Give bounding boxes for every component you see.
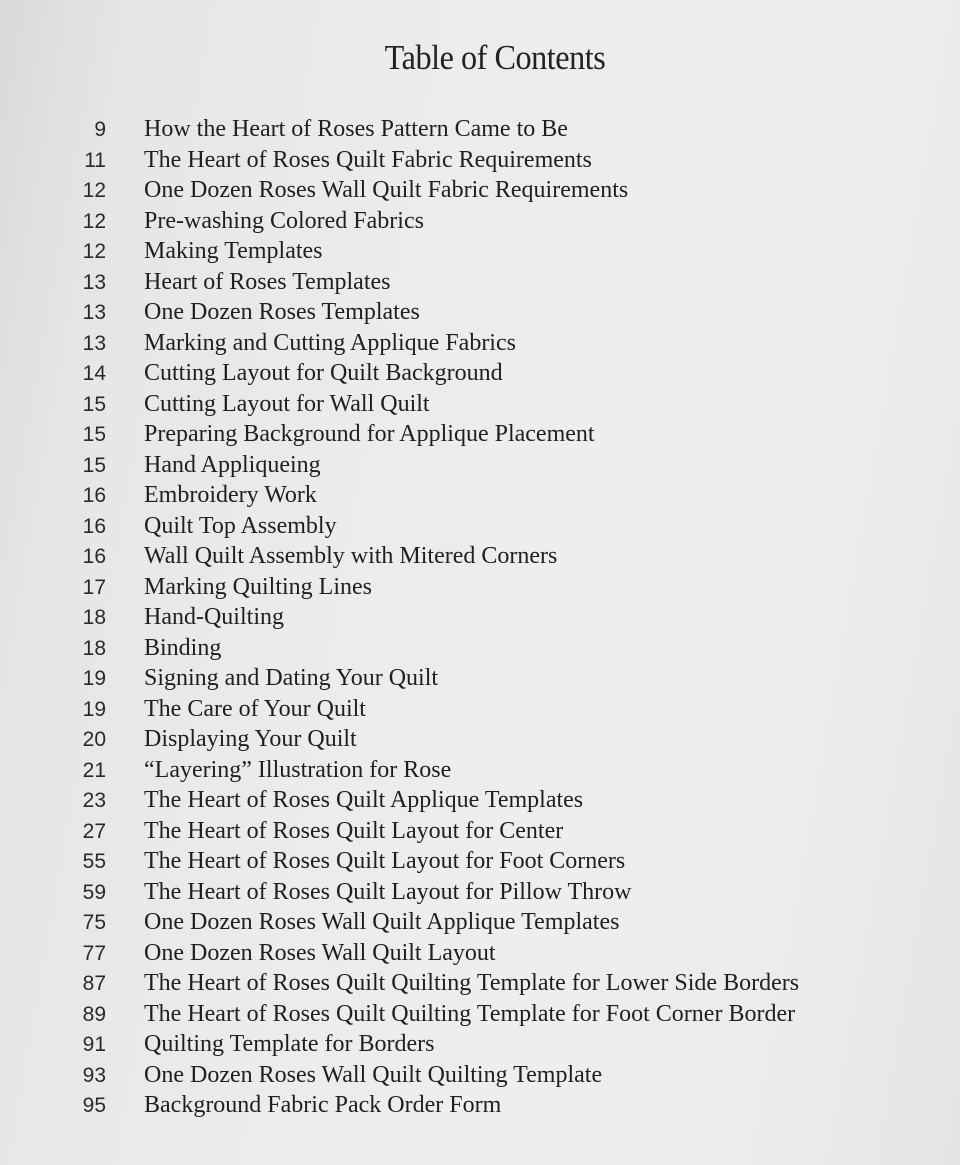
toc-page-number: 23 xyxy=(82,789,106,812)
toc-page-number: 13 xyxy=(82,331,106,355)
toc-entry-title: One Dozen Roses Wall Quilt Layout xyxy=(144,939,496,966)
toc-entry-title: Marking and Cutting Applique Fabrics xyxy=(144,329,516,356)
toc-page-number: 16 xyxy=(82,484,106,507)
toc-entry xyxy=(72,604,932,635)
toc-entry-title: Quilting Template for Borders xyxy=(144,1031,435,1057)
toc-entry-title: Wall Quilt Assembly with Mitered Corners xyxy=(144,543,558,569)
toc-entry xyxy=(72,848,932,879)
toc-entry xyxy=(72,452,932,483)
toc-page-number: 15 xyxy=(82,423,106,446)
toc-entry xyxy=(72,787,932,818)
toc-entry xyxy=(72,818,932,849)
toc-page-number: 91 xyxy=(82,1033,106,1056)
toc-entry-title: The Heart of Roses Quilt Quilting Template for Lower Side Borders xyxy=(144,970,800,996)
toc-entry-title: Cutting Layout for Quilt Background xyxy=(144,360,503,386)
toc-page-number: 19 xyxy=(82,667,106,690)
toc-entry-title: Quilt Top Assembly xyxy=(144,512,337,539)
toc-entry-title: Signing and Dating Your Quilt xyxy=(144,665,439,691)
toc-entry-title: The Heart of Roses Quilt Quilting Template for Foot Corner Border xyxy=(144,1000,796,1027)
toc-entry-title: Binding xyxy=(144,634,222,661)
toc-entry xyxy=(72,238,932,269)
toc-entry xyxy=(72,543,932,574)
toc-entry-title: Marking Quilting Lines xyxy=(144,573,372,600)
toc-entry-title: Cutting Layout for Wall Quilt xyxy=(144,390,430,417)
toc-entry xyxy=(72,1092,932,1123)
toc-entry-title: One Dozen Roses Wall Quilt Applique Templates xyxy=(144,909,620,935)
toc-entry-title: The Heart of Roses Quilt Layout for Center xyxy=(144,817,564,844)
toc-entry xyxy=(72,421,932,452)
toc-entry xyxy=(72,208,932,239)
toc-entry-title: How the Heart of Roses Pattern Came to Be xyxy=(144,116,568,142)
toc-entry xyxy=(72,757,932,788)
toc-entry-title: The Heart of Roses Quilt Layout for Foot Corners xyxy=(144,848,626,874)
toc-page-number: 16 xyxy=(82,514,106,538)
toc-page-number: 12 xyxy=(82,240,106,263)
toc-entry xyxy=(72,116,932,147)
toc-entry xyxy=(72,970,932,1001)
toc-entry xyxy=(72,696,932,727)
toc-page-number: 15 xyxy=(82,392,106,416)
toc-entry-title: “Layering” Illustration for Rose xyxy=(144,756,452,783)
toc-page-number: 13 xyxy=(82,270,106,294)
toc-page-number: 95 xyxy=(82,1094,106,1117)
toc-entry-title: Displaying Your Quilt xyxy=(144,726,357,752)
toc-page-number: 18 xyxy=(82,606,106,629)
toc-entry xyxy=(72,482,932,513)
toc-page-number: 77 xyxy=(82,941,106,965)
toc-page-number: 9 xyxy=(94,118,106,141)
toc-page-number: 11 xyxy=(84,148,106,172)
toc-page-number: 15 xyxy=(82,453,106,477)
toc-entry-title: Heart of Roses Templates xyxy=(144,268,391,295)
toc-entry-title: One Dozen Roses Wall Quilt Fabric Requirements xyxy=(144,177,629,203)
toc-page-number: 93 xyxy=(82,1063,106,1087)
toc-entry xyxy=(72,665,932,696)
toc-entry-title: Embroidery Work xyxy=(144,482,317,508)
toc-page-number: 75 xyxy=(82,911,106,934)
toc-page-number: 16 xyxy=(82,545,106,568)
toc-entry xyxy=(72,574,932,605)
toc-entry xyxy=(72,330,932,361)
toc-entry-title: Hand Appliqueing xyxy=(144,451,321,478)
toc-entry-title: The Heart of Roses Quilt Layout for Pillow Throw xyxy=(144,878,632,905)
toc-entry xyxy=(72,269,932,300)
toc-page-number: 12 xyxy=(82,179,106,202)
toc-page-number: 20 xyxy=(82,728,106,751)
toc-page-number: 12 xyxy=(82,209,106,233)
toc-entry xyxy=(72,1001,932,1032)
toc-entry xyxy=(72,177,932,208)
toc-entry-title: One Dozen Roses Templates xyxy=(144,299,420,325)
toc-entry-title: Pre-washing Colored Fabrics xyxy=(144,207,424,234)
toc-entry-title: Preparing Background for Applique Placement xyxy=(144,421,595,447)
toc-entry-title: Making Templates xyxy=(144,238,323,264)
toc-entry-title: One Dozen Roses Wall Quilt Quilting Template xyxy=(144,1061,603,1088)
toc-entry-title: The Heart of Roses Quilt Applique Templates xyxy=(144,787,584,813)
toc-page-number: 55 xyxy=(82,850,106,873)
toc-entry xyxy=(72,940,932,971)
toc-entry xyxy=(72,299,932,330)
toc-page-number: 27 xyxy=(82,819,106,843)
toc-page-number: 21 xyxy=(82,758,106,782)
toc-entry xyxy=(72,360,932,391)
toc-page-number: 59 xyxy=(82,880,106,904)
toc-page-number: 87 xyxy=(82,972,106,995)
toc-entry xyxy=(72,391,932,422)
toc-entry-title: Background Fabric Pack Order Form xyxy=(144,1092,502,1118)
toc-page-number: 13 xyxy=(82,301,106,324)
toc-page-number: 19 xyxy=(82,697,106,721)
toc-entry-title: The Heart of Roses Quilt Fabric Requirements xyxy=(144,146,592,173)
toc-entry xyxy=(72,513,932,544)
toc-page-number: 14 xyxy=(82,362,106,385)
toc-entry-title: Hand-Quilting xyxy=(144,604,284,630)
toc-entry xyxy=(72,1062,932,1093)
toc-page-number: 17 xyxy=(82,575,106,599)
toc-page-number: 18 xyxy=(82,636,106,660)
page-title: Table of Contents xyxy=(384,38,606,77)
toc-entry xyxy=(72,909,932,940)
toc-entry-title: The Care of Your Quilt xyxy=(144,695,366,722)
toc-list xyxy=(72,116,932,1123)
toc-entry xyxy=(72,147,932,178)
toc-entry xyxy=(72,879,932,910)
toc-entry xyxy=(72,635,932,666)
toc-entry xyxy=(72,1031,932,1062)
toc-entry xyxy=(72,726,932,757)
toc-page-number: 89 xyxy=(82,1002,106,1026)
